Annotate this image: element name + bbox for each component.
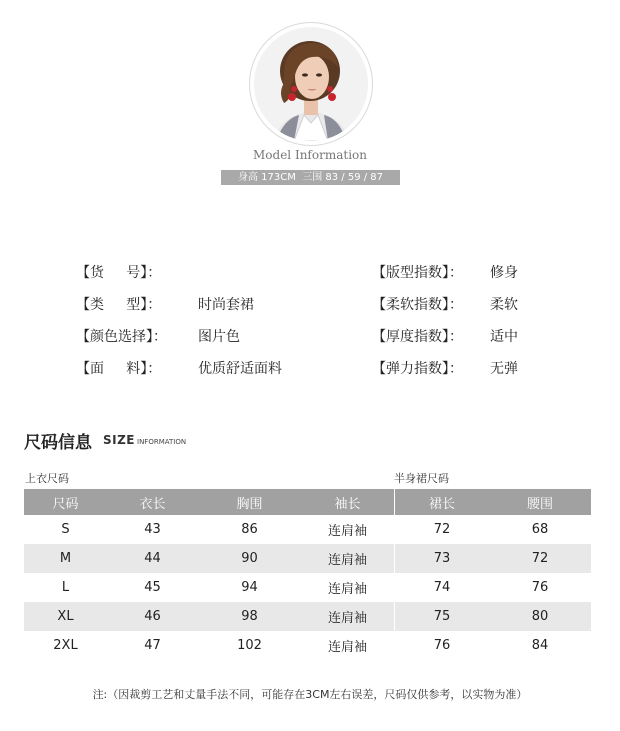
table-cell: 76 [531,580,549,595]
info-value: 图片色 [198,329,240,345]
table-cell: 72 [433,522,451,537]
column-header: 裙长 [395,489,489,515]
table-cell: 2XL [53,638,78,653]
info-label: 【颜色选择】： [76,329,167,345]
table-cell: XL [24,602,107,631]
table-cell: 连肩袖 [327,640,367,655]
top-size-table [24,489,394,660]
table-cell: 46 [107,602,198,631]
table-row [395,602,591,631]
table-cell: 86 [241,522,258,537]
table-cell: 连肩袖 [327,582,367,597]
table-row [24,544,394,573]
info-row-fit-index [372,263,572,283]
table-row [24,573,394,602]
model-measurements: 身高 173CM 三围 83 / 59 / 87 [221,170,400,185]
info-value: 适中 [490,329,518,345]
info-row-item-number [76,263,336,283]
skirt-size-label: 半身裙尺码 [394,472,449,485]
info-label: 【厚度指数】： [372,329,463,345]
table-header-row [395,489,591,515]
top-size-label: 上衣尺码 [25,472,69,485]
table-cell: 45 [144,580,161,595]
table-row [395,573,591,602]
info-value: 时尚套裙 [198,297,254,313]
table-cell: 76 [433,638,451,653]
info-row-softness-index [372,295,572,315]
table-row [395,515,591,544]
table-cell: 72 [489,544,591,573]
info-label: 【面 料】： [76,361,162,377]
info-row-type [76,295,336,315]
size-section-title-en: SIZE [103,433,136,447]
table-row [24,515,394,544]
info-value: 优质舒适面料 [198,361,282,377]
table-row [24,602,394,631]
table-cell: 47 [144,638,161,653]
table-cell: 94 [241,580,258,595]
table-row [395,544,591,573]
column-header: 尺码 [24,489,107,515]
model-portrait-image [254,27,368,141]
table-divider [394,489,395,662]
table-cell: 68 [531,522,549,537]
info-label: 【弹力指数】： [372,361,463,377]
table-row [24,631,394,660]
table-cell: 44 [107,544,198,573]
model-information-title: Model Information [253,148,367,162]
table-cell: 74 [433,580,451,595]
table-header-row [24,489,394,515]
table-cell: S [61,522,70,537]
info-row-thickness-index [372,327,572,347]
table-cell: 102 [237,638,262,653]
info-value: 无弹 [490,361,518,377]
table-cell: 连肩袖 [301,544,394,573]
table-cell: 90 [198,544,301,573]
info-label: 【版型指数】： [372,265,463,281]
info-value: 柔软 [490,297,518,313]
column-header: 袖长 [301,489,394,515]
model-photo [254,27,368,141]
table-row [395,631,591,660]
table-cell: 75 [395,602,489,631]
table-cell: 73 [395,544,489,573]
table-cell: 连肩袖 [301,602,394,631]
info-row-fabric [76,359,336,379]
column-header: 胸围 [198,489,301,515]
table-cell: M [24,544,107,573]
table-cell: 84 [531,638,549,653]
table-cell: 98 [198,602,301,631]
info-label: 【柔软指数】： [372,297,463,313]
column-header: 腰围 [489,489,591,515]
column-header: 衣长 [107,489,198,515]
table-cell: 连肩袖 [327,524,367,539]
table-cell: 43 [144,522,161,537]
table-cell: L [61,580,70,595]
size-section-title: 尺码信息 [24,433,92,453]
info-value: 修身 [490,265,518,281]
info-row-color [76,327,336,347]
info-row-stretch-index [372,359,572,379]
size-section-title-en-small: INFORMATION [137,438,187,446]
model-photo-frame [249,22,373,146]
table-cell: 80 [489,602,591,631]
measurement-note: 注:（因裁剪工艺和丈量手法不同，可能存在3CM左右误差，尺码仅供参考，以实物为准） [92,688,528,701]
info-label: 【货 号】： [76,265,162,281]
info-label: 【类 型】： [76,297,162,313]
skirt-size-table [395,489,591,660]
